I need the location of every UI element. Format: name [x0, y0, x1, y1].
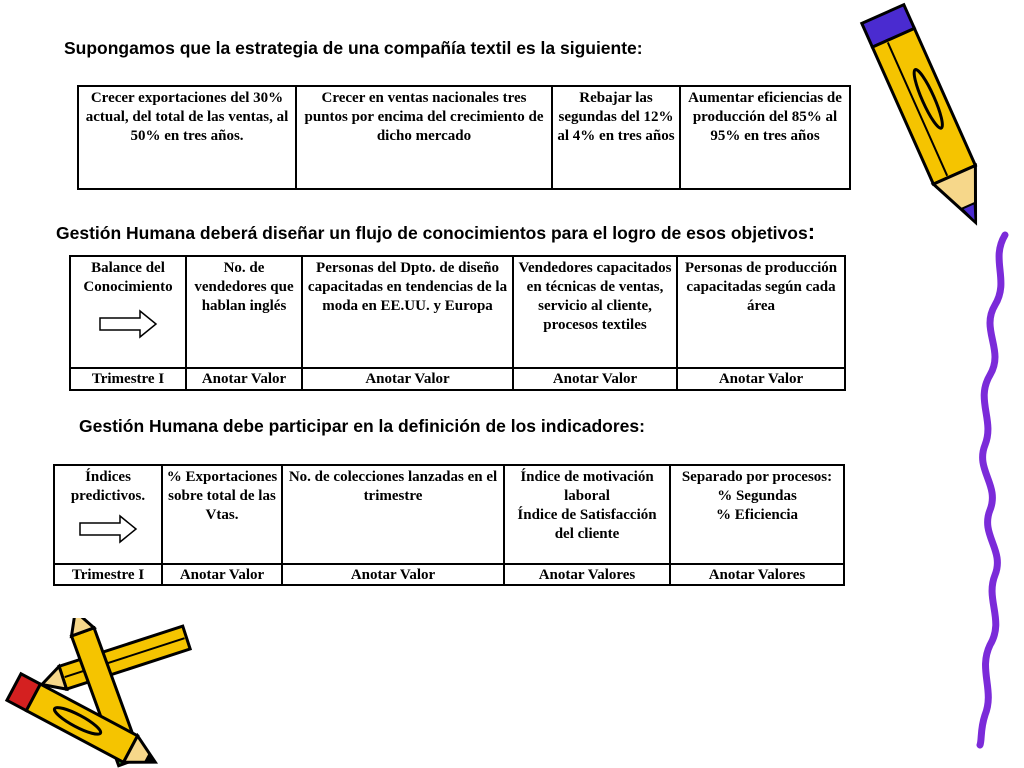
strategy-cell-national-sales: Crecer en ventas nacionales tres puntos por encima del crecimiento de dicho mercado	[296, 86, 552, 189]
indicators-table	[53, 464, 845, 586]
indicators-header-collections: No. de colecciones lanzadas en el trimestre	[282, 465, 504, 564]
indicators-efficiency-label: % Eficiencia	[715, 507, 799, 523]
knowledge-header-sales: Vendedores capacitados en técnicas de ventas, servicio al cliente, procesos textiles	[513, 256, 677, 368]
indicators-header-processes	[670, 465, 844, 564]
heading-knowledge-flow	[56, 219, 815, 245]
indicators-header-predictive-label: Índices predictivos.	[70, 469, 146, 504]
knowledge-value-cell: Anotar Valor	[302, 368, 513, 390]
indicators-satisfaction-label: Índice de Satisfacción del cliente	[517, 507, 657, 542]
knowledge-header-balance	[70, 256, 186, 368]
pencil-icon	[855, 0, 1005, 245]
heading-knowledge-flow-colon: :	[807, 219, 816, 244]
heading-strategy: Supongamos que la estrategia de una compañía textil es la siguiente:	[64, 38, 643, 58]
indicators-header-predictive	[54, 465, 162, 564]
knowledge-header-balance-label: Balance del Conocimiento	[83, 260, 173, 295]
knowledge-row-label: Trimestre I	[70, 368, 186, 390]
indicators-header-motivation	[504, 465, 670, 564]
right-arrow-icon	[78, 514, 138, 544]
indicators-motivation-label: Índice de motivación laboral	[520, 469, 654, 504]
knowledge-value-cell: Anotar Valor	[513, 368, 677, 390]
right-arrow-icon	[98, 309, 158, 339]
heading-indicators: Gestión Humana debe participar en la definición de los indicadores:	[79, 416, 645, 436]
knowledge-header-design: Personas del Dpto. de diseño capacitadas en tendencias de la moda en EE.UU. y Europa	[302, 256, 513, 368]
strategy-cell-exports: Crecer exportaciones del 30% actual, del total de las ventas, al 50% en tres años.	[78, 86, 296, 189]
knowledge-value-cell: Anotar Valor	[186, 368, 302, 390]
knowledge-table	[69, 255, 846, 391]
heading-knowledge-flow-text: Gestión Humana deberá diseñar un flujo de conocimientos para el logro de esos objetivos	[56, 223, 808, 243]
indicators-row-label: Trimestre I	[54, 564, 162, 585]
indicators-value-cell: Anotar Valores	[670, 564, 844, 585]
squiggle-line-icon	[950, 230, 1024, 750]
knowledge-header-production: Personas de producción capacitadas según cada área	[677, 256, 845, 368]
indicators-value-cell: Anotar Valores	[504, 564, 670, 585]
strategy-table	[77, 85, 851, 190]
strategy-cell-seconds: Rebajar las segundas del 12% al 4% en tres años	[552, 86, 680, 189]
knowledge-header-english: No. de vendedores que hablan inglés	[186, 256, 302, 368]
indicators-header-exports: % Exportaciones sobre total de las Vtas.	[162, 465, 282, 564]
indicators-processes-label: Separado por procesos:	[681, 469, 833, 485]
indicators-value-cell: Anotar Valor	[282, 564, 504, 585]
knowledge-value-cell: Anotar Valor	[677, 368, 845, 390]
indicators-seconds-label: % Segundas	[717, 488, 797, 504]
pencil-icon	[0, 618, 210, 768]
indicators-value-cell: Anotar Valor	[162, 564, 282, 585]
strategy-cell-efficiency: Aumentar eficiencias de producción del 85% al 95% en tres años	[680, 86, 850, 189]
